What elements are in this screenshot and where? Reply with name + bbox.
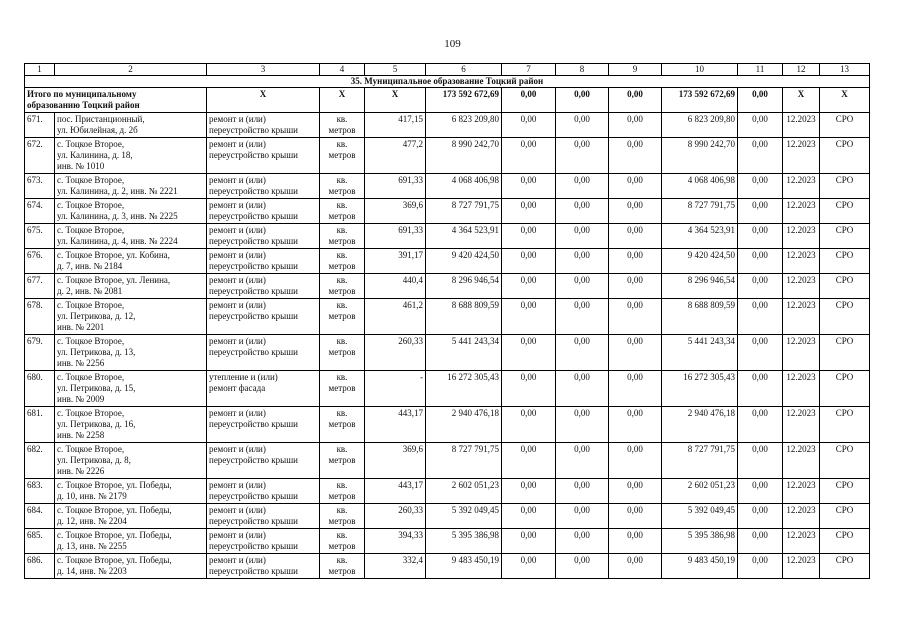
table-cell: 684.: [25, 504, 55, 529]
total-cell: X: [207, 88, 320, 113]
table-row: [25, 113, 870, 138]
table-cell: 5 392 049,45: [662, 504, 738, 529]
table-row: [25, 174, 870, 199]
table-cell: ремонт и (или) переустройство крыши: [207, 274, 320, 299]
table-cell: 0,00: [609, 224, 662, 249]
table-cell: 12.2023: [783, 443, 820, 479]
table-cell: 16 272 305,43: [426, 371, 502, 407]
table-cell: 0,00: [502, 479, 556, 504]
table-cell: 0,00: [609, 371, 662, 407]
table-cell: 0,00: [609, 479, 662, 504]
table-cell: 681.: [25, 407, 55, 443]
table-cell: 8 727 791,75: [426, 199, 502, 224]
table-cell: СРО: [820, 504, 870, 529]
table-cell: кв. метров: [320, 371, 365, 407]
table-cell: 12.2023: [783, 138, 820, 174]
table-cell: 9 483 450,19: [662, 554, 738, 579]
table-cell: 0,00: [556, 224, 609, 249]
table-cell: 12.2023: [783, 371, 820, 407]
table-cell: 8 296 946,54: [662, 274, 738, 299]
table-cell: кв. метров: [320, 479, 365, 504]
table-cell: СРО: [820, 274, 870, 299]
table-cell: 0,00: [609, 504, 662, 529]
table-cell: 685.: [25, 529, 55, 554]
table-cell: 0,00: [609, 299, 662, 335]
table-cell: 0,00: [502, 504, 556, 529]
table-cell: 369,6: [365, 443, 426, 479]
table-cell: 0,00: [738, 224, 783, 249]
table-cell: кв. метров: [320, 224, 365, 249]
table-cell: 4 068 406,98: [426, 174, 502, 199]
table-cell: 4 068 406,98: [662, 174, 738, 199]
table-cell: 16 272 305,43: [662, 371, 738, 407]
table-row: [25, 199, 870, 224]
table-cell: с. Тоцкое Второе, ул. Победы, д. 13, инв. № 2255: [55, 529, 207, 554]
table-cell: 461,2: [365, 299, 426, 335]
table-cell: с. Тоцкое Второе, ул. Победы, д. 10, инв. № 2179: [55, 479, 207, 504]
table-cell: 0,00: [556, 529, 609, 554]
table-cell: 0,00: [609, 554, 662, 579]
table-cell: 2 940 476,18: [662, 407, 738, 443]
table-cell: СРО: [820, 407, 870, 443]
table-cell: СРО: [820, 224, 870, 249]
column-number: 5: [365, 64, 426, 76]
table-cell: с. Тоцкое Второе, ул. Петрикова, д. 16, инв. № 2258: [55, 407, 207, 443]
table-cell: 5 441 243,34: [662, 335, 738, 371]
table-row: [25, 335, 870, 371]
table-cell: с. Тоцкое Второе, ул. Ленина, д. 2, инв. № 2081: [55, 274, 207, 299]
table-cell: 0,00: [502, 138, 556, 174]
table-cell: 0,00: [502, 249, 556, 274]
table-cell: 8 727 791,75: [662, 199, 738, 224]
column-number: 10: [662, 64, 738, 76]
table-cell: 679.: [25, 335, 55, 371]
table-cell: кв. метров: [320, 554, 365, 579]
table-cell: 0,00: [609, 249, 662, 274]
table-row: [25, 274, 870, 299]
total-cell: 0,00: [738, 88, 783, 113]
table-cell: кв. метров: [320, 335, 365, 371]
table-cell: кв. метров: [320, 174, 365, 199]
table-cell: 5 395 386,98: [662, 529, 738, 554]
table-cell: 0,00: [502, 113, 556, 138]
table-cell: 5 395 386,98: [426, 529, 502, 554]
table-cell: 0,00: [609, 443, 662, 479]
table-cell: СРО: [820, 299, 870, 335]
table-cell: с. Тоцкое Второе, ул. Петрикова, д. 8, инв. № 2226: [55, 443, 207, 479]
table-cell: 0,00: [502, 443, 556, 479]
table-cell: 12.2023: [783, 299, 820, 335]
table-cell: кв. метров: [320, 249, 365, 274]
total-cell: 0,00: [556, 88, 609, 113]
section-title: 35. Муниципальное образование Тоцкий район: [25, 76, 870, 88]
table-cell: СРО: [820, 479, 870, 504]
total-cell: 173 592 672,69: [662, 88, 738, 113]
table-cell: СРО: [820, 199, 870, 224]
column-number: 13: [820, 64, 870, 76]
table-cell: 0,00: [556, 113, 609, 138]
table-cell: 683.: [25, 479, 55, 504]
table-cell: утепление и (или) ремонт фасада: [207, 371, 320, 407]
table-cell: ремонт и (или) переустройство крыши: [207, 443, 320, 479]
table-cell: 0,00: [502, 224, 556, 249]
table-cell: 686.: [25, 554, 55, 579]
total-cell: X: [365, 88, 426, 113]
table-cell: 0,00: [556, 554, 609, 579]
table-cell: 0,00: [609, 274, 662, 299]
table-cell: кв. метров: [320, 504, 365, 529]
table-cell: 0,00: [556, 407, 609, 443]
table-cell: 674.: [25, 199, 55, 224]
table-cell: 0,00: [556, 335, 609, 371]
table-cell: 0,00: [556, 443, 609, 479]
table-cell: с. Тоцкое Второе, ул. Калинина, д. 2, инв. № 2221: [55, 174, 207, 199]
table-cell: 260,33: [365, 335, 426, 371]
table-cell: ремонт и (или) переустройство крыши: [207, 407, 320, 443]
table-cell: 12.2023: [783, 407, 820, 443]
table-row: [25, 407, 870, 443]
table-cell: 0,00: [738, 479, 783, 504]
table-cell: 0,00: [738, 199, 783, 224]
table-cell: 672.: [25, 138, 55, 174]
column-number: 11: [738, 64, 783, 76]
table-cell: 8 296 946,54: [426, 274, 502, 299]
column-number: 1: [25, 64, 55, 76]
table-row: [25, 479, 870, 504]
table-cell: 0,00: [738, 249, 783, 274]
table-cell: 8 990 242,70: [662, 138, 738, 174]
section-header-row: [25, 76, 870, 88]
total-cell: X: [820, 88, 870, 113]
table-cell: 0,00: [556, 504, 609, 529]
table-cell: с. Тоцкое Второе, ул. Кобина, д. 7, инв. № 2184: [55, 249, 207, 274]
table-cell: -: [365, 371, 426, 407]
table-cell: 6 823 209,80: [426, 113, 502, 138]
table-cell: 12.2023: [783, 199, 820, 224]
table-cell: ремонт и (или) переустройство крыши: [207, 138, 320, 174]
table-cell: 4 364 523,91: [426, 224, 502, 249]
table-cell: 0,00: [556, 199, 609, 224]
table-cell: 0,00: [556, 479, 609, 504]
table-cell: 0,00: [502, 274, 556, 299]
table-cell: 0,00: [502, 407, 556, 443]
table-cell: ремонт и (или) переустройство крыши: [207, 249, 320, 274]
table-cell: 0,00: [502, 199, 556, 224]
table-cell: 9 483 450,19: [426, 554, 502, 579]
table-cell: 8 727 791,75: [426, 443, 502, 479]
table-cell: 0,00: [502, 371, 556, 407]
table-cell: СРО: [820, 249, 870, 274]
column-number: 12: [783, 64, 820, 76]
table-cell: 332,4: [365, 554, 426, 579]
table-cell: 12.2023: [783, 113, 820, 138]
page-number: 109: [444, 38, 461, 50]
table-cell: 394,33: [365, 529, 426, 554]
table-cell: 8 688 809,59: [662, 299, 738, 335]
table-cell: СРО: [820, 335, 870, 371]
table-row: [25, 529, 870, 554]
table-cell: 12.2023: [783, 554, 820, 579]
table-cell: 8 688 809,59: [426, 299, 502, 335]
table-cell: с. Тоцкое Второе, ул. Петрикова, д. 13, инв. № 2256: [55, 335, 207, 371]
table-cell: 680.: [25, 371, 55, 407]
column-number: 8: [556, 64, 609, 76]
table-row: [25, 504, 870, 529]
table-cell: 0,00: [609, 407, 662, 443]
column-number-row: [25, 64, 870, 76]
column-number: 7: [502, 64, 556, 76]
table-row: [25, 554, 870, 579]
table-cell: 691,33: [365, 224, 426, 249]
table-cell: кв. метров: [320, 529, 365, 554]
table-cell: 0,00: [609, 335, 662, 371]
table-cell: 5 441 243,34: [426, 335, 502, 371]
table-cell: 8 727 791,75: [662, 443, 738, 479]
table-cell: 12.2023: [783, 479, 820, 504]
table-cell: 0,00: [738, 529, 783, 554]
table-cell: 0,00: [502, 174, 556, 199]
table-cell: 0,00: [738, 554, 783, 579]
table-cell: 0,00: [609, 174, 662, 199]
table-cell: 2 602 051,23: [426, 479, 502, 504]
table-cell: пос. Пристанционный, ул. Юбилейная, д. 2б: [55, 113, 207, 138]
table-cell: ремонт и (или) переустройство крыши: [207, 199, 320, 224]
table-cell: 0,00: [556, 274, 609, 299]
column-number: 9: [609, 64, 662, 76]
table-cell: 417,15: [365, 113, 426, 138]
table-cell: ремонт и (или) переустройство крыши: [207, 299, 320, 335]
table-cell: 0,00: [502, 335, 556, 371]
table-row: [25, 249, 870, 274]
table-cell: 4 364 523,91: [662, 224, 738, 249]
column-number: 6: [426, 64, 502, 76]
table-cell: 12.2023: [783, 174, 820, 199]
table-cell: 677.: [25, 274, 55, 299]
table-cell: 0,00: [556, 299, 609, 335]
table-cell: с. Тоцкое Второе, ул. Победы, д. 12, инв. № 2204: [55, 504, 207, 529]
table-cell: 5 392 049,45: [426, 504, 502, 529]
table-cell: 0,00: [738, 335, 783, 371]
total-cell: X: [783, 88, 820, 113]
table-cell: 443,17: [365, 479, 426, 504]
table-cell: ремонт и (или) переустройство крыши: [207, 113, 320, 138]
total-cell: X: [320, 88, 365, 113]
table-cell: СРО: [820, 138, 870, 174]
table-cell: с. Тоцкое Второе, ул. Калинина, д. 3, инв. № 2225: [55, 199, 207, 224]
table-cell: 0,00: [556, 174, 609, 199]
table-cell: 676.: [25, 249, 55, 274]
table-cell: 0,00: [502, 299, 556, 335]
table-cell: СРО: [820, 113, 870, 138]
table-cell: 12.2023: [783, 249, 820, 274]
table-cell: 0,00: [738, 274, 783, 299]
table-cell: с. Тоцкое Второе, ул. Петрикова, д. 12, инв. № 2201: [55, 299, 207, 335]
table-cell: 0,00: [609, 529, 662, 554]
table-cell: СРО: [820, 443, 870, 479]
total-cell: 0,00: [502, 88, 556, 113]
table-cell: 0,00: [738, 113, 783, 138]
table-cell: кв. метров: [320, 113, 365, 138]
table-row: [25, 443, 870, 479]
total-label: Итого по муниципальному образованию Тоцкий район: [25, 88, 207, 113]
table-cell: ремонт и (или) переустройство крыши: [207, 529, 320, 554]
table-row: [25, 371, 870, 407]
column-number: 3: [207, 64, 320, 76]
table-cell: 8 990 242,70: [426, 138, 502, 174]
column-number: 4: [320, 64, 365, 76]
table-cell: СРО: [820, 529, 870, 554]
table-cell: 477,2: [365, 138, 426, 174]
table-cell: 369,6: [365, 199, 426, 224]
table-cell: 443,17: [365, 407, 426, 443]
table-cell: 0,00: [738, 138, 783, 174]
table-cell: СРО: [820, 554, 870, 579]
table-cell: 671.: [25, 113, 55, 138]
table-cell: 9 420 424,50: [426, 249, 502, 274]
table-cell: 260,33: [365, 504, 426, 529]
table-cell: 2 602 051,23: [662, 479, 738, 504]
table-cell: 0,00: [738, 299, 783, 335]
table-cell: кв. метров: [320, 199, 365, 224]
total-cell: 0,00: [609, 88, 662, 113]
table-cell: 440,4: [365, 274, 426, 299]
table-cell: с. Тоцкое Второе, ул. Калинина, д. 4, инв. № 2224: [55, 224, 207, 249]
table-cell: 0,00: [738, 443, 783, 479]
table-cell: 0,00: [556, 371, 609, 407]
table-cell: 391,17: [365, 249, 426, 274]
table-cell: кв. метров: [320, 407, 365, 443]
table-cell: ремонт и (или) переустройство крыши: [207, 479, 320, 504]
table-cell: 12.2023: [783, 529, 820, 554]
table-cell: с. Тоцкое Второе, ул. Калинина, д. 18, инв. № 1010: [55, 138, 207, 174]
table-cell: кв. метров: [320, 274, 365, 299]
table-cell: ремонт и (или) переустройство крыши: [207, 554, 320, 579]
total-row: [25, 88, 870, 113]
table-cell: кв. метров: [320, 443, 365, 479]
table-cell: ремонт и (или) переустройство крыши: [207, 174, 320, 199]
table-cell: с. Тоцкое Второе, ул. Победы, д. 14, инв. № 2203: [55, 554, 207, 579]
table-cell: 673.: [25, 174, 55, 199]
table-cell: ремонт и (или) переустройство крыши: [207, 504, 320, 529]
table-cell: 0,00: [502, 554, 556, 579]
table-cell: 0,00: [738, 504, 783, 529]
table-cell: кв. метров: [320, 299, 365, 335]
table-row: [25, 299, 870, 335]
table-cell: 0,00: [609, 199, 662, 224]
table-cell: кв. метров: [320, 138, 365, 174]
table-cell: ремонт и (или) переустройство крыши: [207, 335, 320, 371]
table-cell: СРО: [820, 174, 870, 199]
table-cell: ремонт и (или) переустройство крыши: [207, 224, 320, 249]
table-cell: 691,33: [365, 174, 426, 199]
table-cell: 2 940 476,18: [426, 407, 502, 443]
table-row: [25, 138, 870, 174]
table-cell: с. Тоцкое Второе, ул. Петрикова, д. 15, инв. № 2009: [55, 371, 207, 407]
repair-program-table: [24, 63, 870, 579]
table-cell: 0,00: [609, 113, 662, 138]
table-row: [25, 224, 870, 249]
table-cell: 0,00: [738, 407, 783, 443]
table-cell: 0,00: [556, 249, 609, 274]
table-cell: СРО: [820, 371, 870, 407]
table-cell: 12.2023: [783, 335, 820, 371]
total-cell: 173 592 672,69: [426, 88, 502, 113]
table-cell: 678.: [25, 299, 55, 335]
table-cell: 12.2023: [783, 224, 820, 249]
table-cell: 9 420 424,50: [662, 249, 738, 274]
table-cell: 0,00: [738, 174, 783, 199]
table-cell: 0,00: [738, 371, 783, 407]
table-cell: 6 823 209,80: [662, 113, 738, 138]
table-cell: 12.2023: [783, 274, 820, 299]
column-number: 2: [55, 64, 207, 76]
table-cell: 0,00: [502, 529, 556, 554]
table-cell: 0,00: [556, 138, 609, 174]
table-cell: 12.2023: [783, 504, 820, 529]
table-cell: 682.: [25, 443, 55, 479]
table-body: [25, 64, 870, 579]
table-cell: 675.: [25, 224, 55, 249]
table-cell: 0,00: [609, 138, 662, 174]
